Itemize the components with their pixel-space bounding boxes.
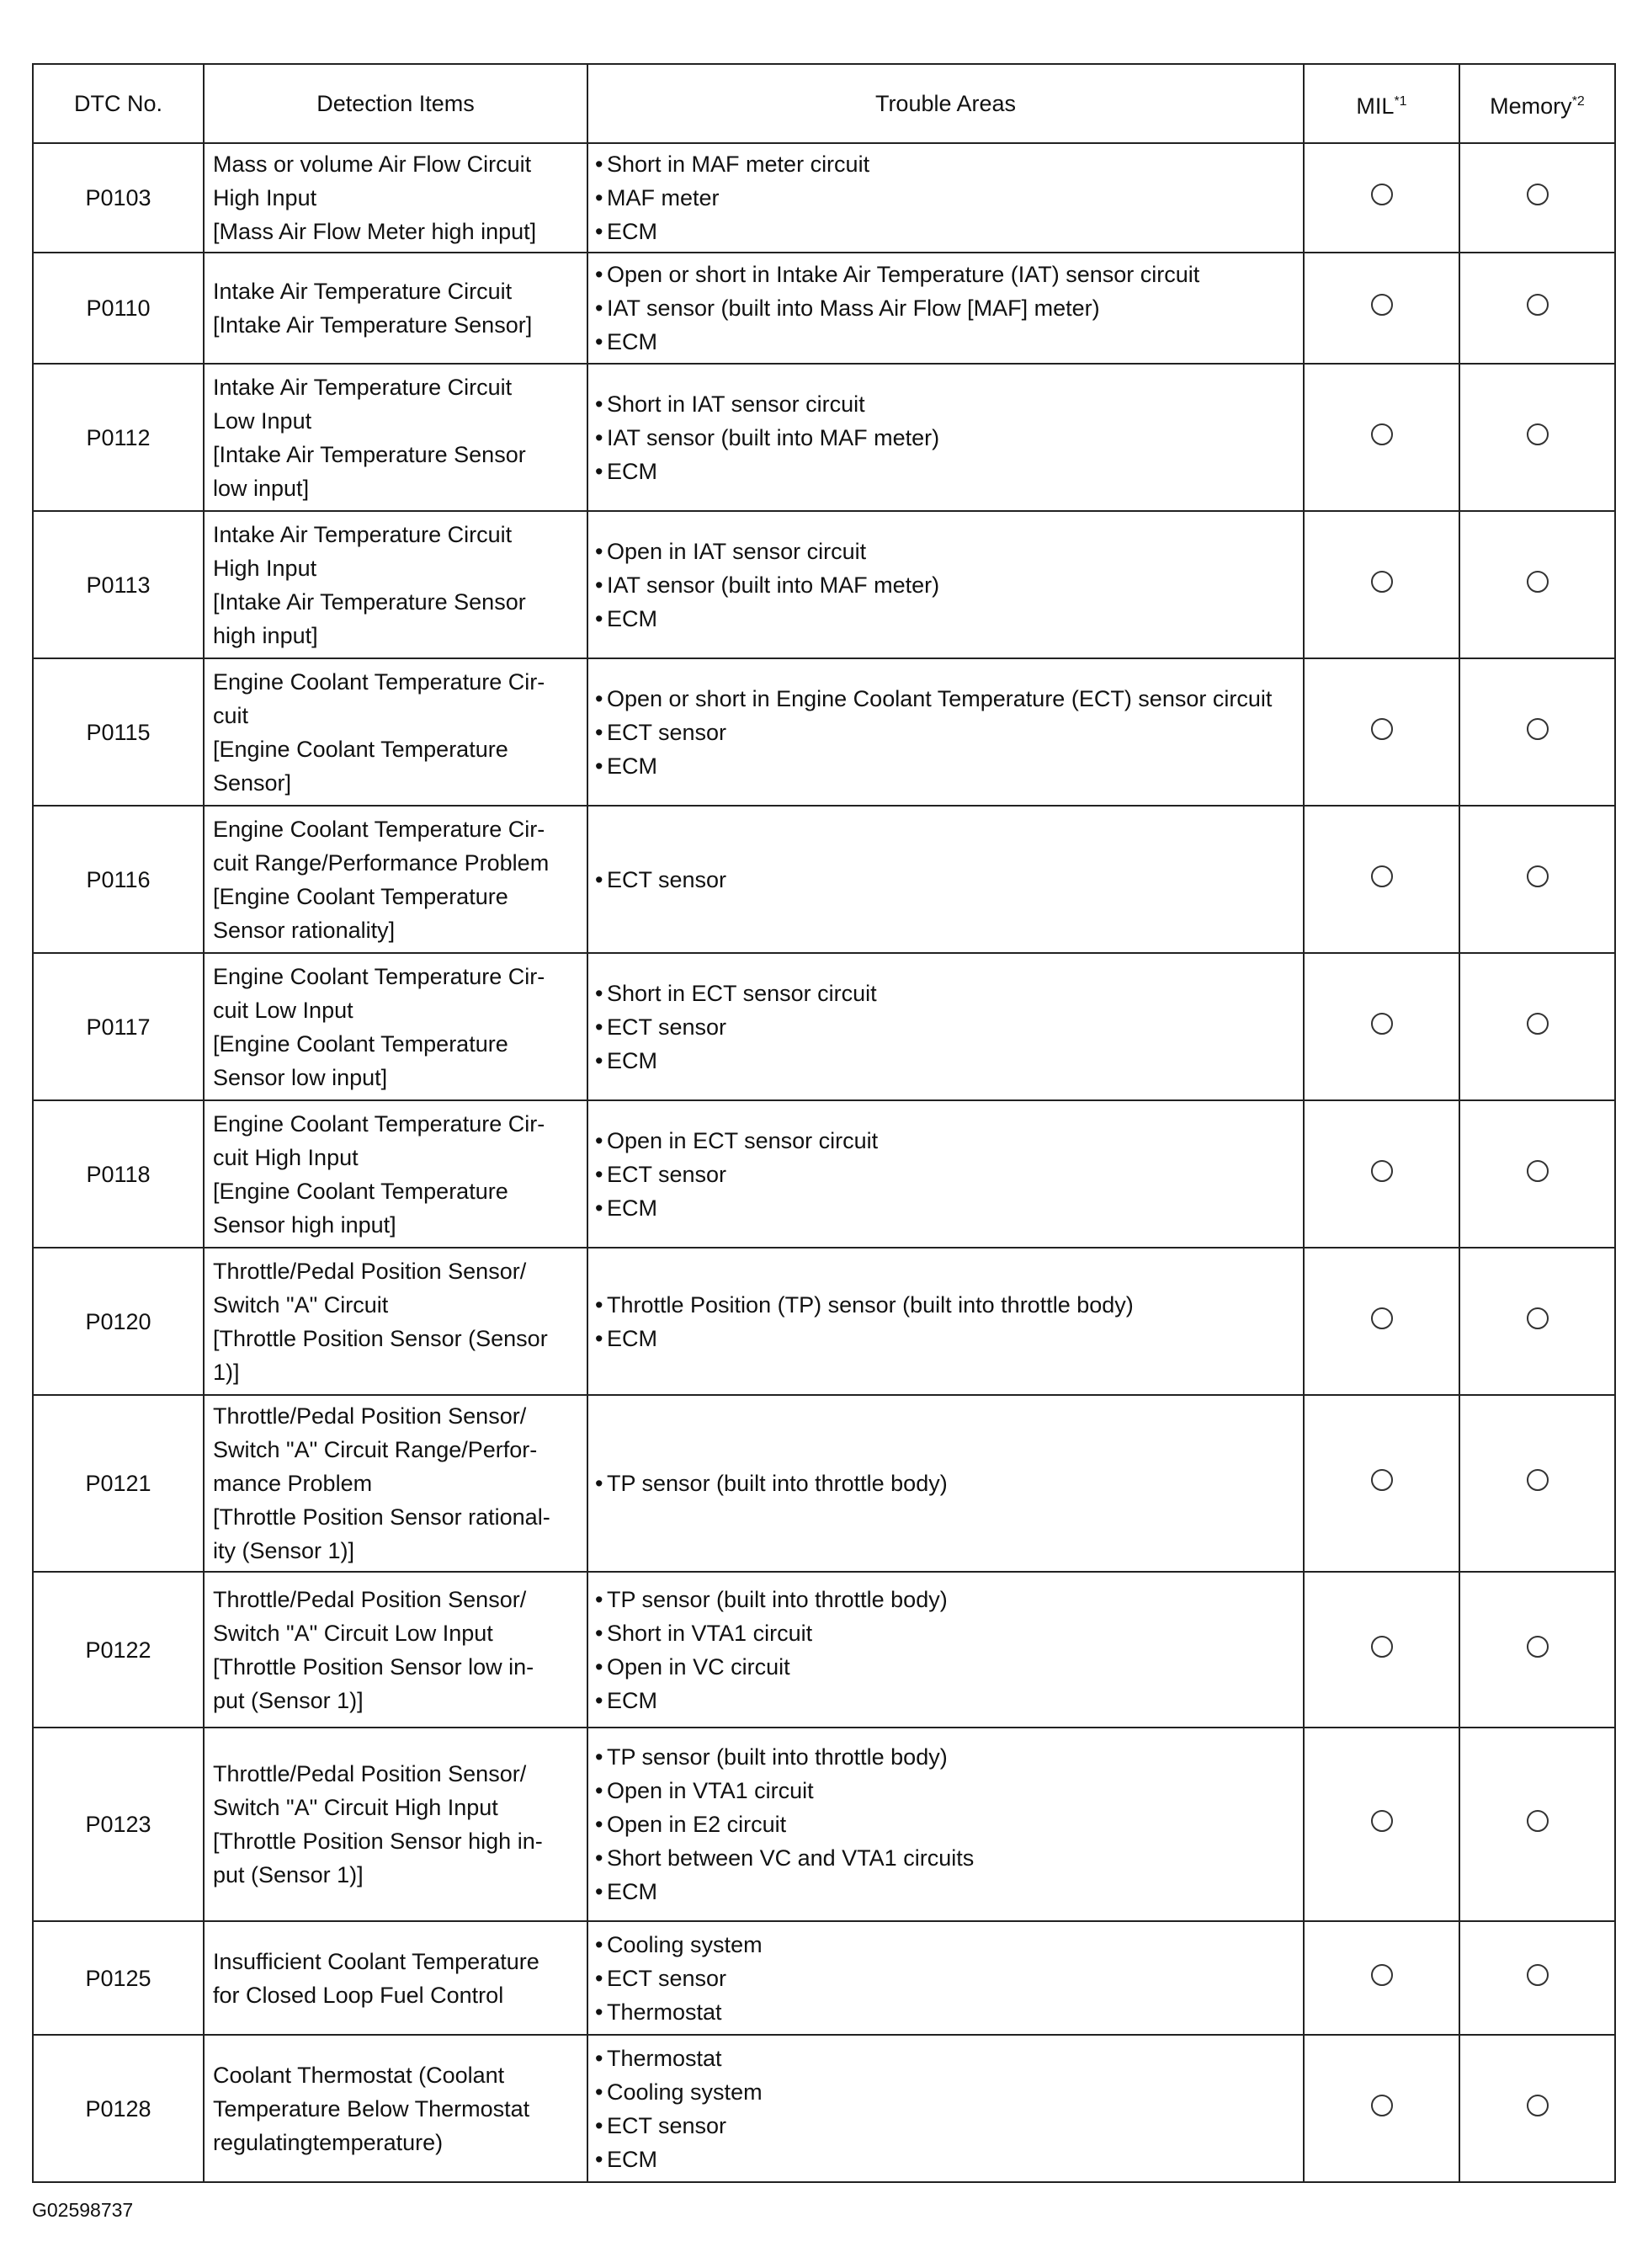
trouble-area-item	[595, 1044, 1298, 1078]
detection-line: Low Input	[213, 407, 312, 434]
detection-line: Intake Air Temperature Circuit	[213, 279, 513, 304]
trouble-area-text: Open in IAT sensor circuit	[607, 538, 867, 564]
bullet-icon: •	[595, 1965, 603, 1991]
detection-line: cuit	[213, 702, 249, 728]
trouble-area-item	[595, 325, 1298, 359]
mil-indicator	[1304, 806, 1459, 953]
trouble-area-item	[595, 1616, 1298, 1650]
trouble-area-item	[595, 535, 1298, 568]
memory-indicator	[1459, 1248, 1615, 1395]
trouble-area-item	[595, 716, 1298, 749]
circle-icon	[1527, 718, 1549, 740]
mil-indicator	[1304, 1728, 1459, 1921]
trouble-areas	[587, 1395, 1304, 1572]
trouble-area-item	[595, 977, 1298, 1010]
trouble-area-text: ECT sensor	[607, 1014, 727, 1040]
detection-line: Throttle/Pedal Position Sensor/	[213, 1258, 527, 1284]
bullet-icon: •	[595, 262, 603, 287]
circle-icon	[1527, 423, 1549, 445]
trouble-area-item	[595, 1650, 1298, 1684]
dtc-code: P0122	[33, 1572, 204, 1728]
trouble-area-item	[595, 455, 1298, 488]
bullet-icon: •	[595, 1687, 603, 1713]
dtc-code: P0116	[33, 806, 204, 953]
trouble-area-text: Thermostat	[607, 1999, 722, 2025]
detection-line: Sensor low input]	[213, 1064, 388, 1090]
detection-line: cuit High Input	[213, 1144, 359, 1170]
trouble-area-text: Cooling system	[607, 1931, 763, 1957]
table-row	[33, 253, 1615, 364]
dtc-code: P0120	[33, 1248, 204, 1395]
trouble-area-item	[595, 1288, 1298, 1322]
detection-line: Sensor]	[213, 769, 292, 796]
bullet-icon: •	[595, 1047, 603, 1073]
circle-icon	[1371, 184, 1393, 205]
trouble-area-item	[595, 863, 1298, 897]
header-row	[33, 64, 1615, 143]
bullet-icon: •	[595, 1778, 603, 1803]
detection-line: mance Problem	[213, 1471, 373, 1496]
bullet-icon: •	[595, 1291, 603, 1318]
table-row	[33, 1572, 1615, 1728]
trouble-area-item	[595, 2042, 1298, 2075]
trouble-areas	[587, 511, 1304, 658]
trouble-area-text: ECM	[607, 1047, 657, 1073]
circle-icon	[1527, 1013, 1549, 1035]
bullet-icon: •	[595, 572, 603, 598]
circle-icon	[1371, 2095, 1393, 2116]
circle-icon	[1527, 865, 1549, 887]
trouble-areas	[587, 806, 1304, 953]
mil-indicator	[1304, 2035, 1459, 2182]
bullet-icon: •	[595, 152, 603, 177]
trouble-area-item	[595, 1774, 1298, 1807]
bullet-icon: •	[595, 1812, 603, 1837]
figure-id: G02598737	[32, 2199, 134, 2221]
circle-icon	[1371, 423, 1393, 445]
memory-indicator	[1459, 1395, 1615, 1572]
dtc-table	[32, 63, 1616, 2183]
mil-indicator	[1304, 1395, 1459, 1572]
memory-indicator	[1459, 1921, 1615, 2035]
header-mil-footnote: *1	[1394, 93, 1407, 109]
trouble-area-item	[595, 147, 1298, 181]
circle-icon	[1371, 1964, 1393, 1986]
trouble-area-item	[595, 2109, 1298, 2143]
trouble-area-text: ECT sensor	[607, 2112, 727, 2138]
table-row	[33, 364, 1615, 511]
trouble-area-text: Open or short in Intake Air Temperature (IAT) sensor circuit	[607, 262, 1200, 287]
bullet-icon: •	[595, 538, 603, 564]
mil-indicator	[1304, 364, 1459, 511]
detection-line: Switch "A" Circuit Low Input	[213, 1620, 493, 1646]
trouble-areas	[587, 1572, 1304, 1728]
dtc-code: P0103	[33, 143, 204, 253]
detection-item	[204, 953, 587, 1100]
circle-icon	[1527, 294, 1549, 316]
bullet-icon: •	[595, 1195, 603, 1221]
trouble-area-text: ECM	[607, 753, 657, 779]
mil-indicator	[1304, 953, 1459, 1100]
detection-line: [Throttle Position Sensor (Sensor	[213, 1325, 548, 1351]
detection-line: [Engine Coolant Temperature	[213, 736, 508, 762]
trouble-area-item	[595, 2143, 1298, 2176]
trouble-area-text: ECM	[607, 458, 657, 484]
trouble-areas	[587, 253, 1304, 364]
trouble-area-item	[595, 1322, 1298, 1355]
memory-indicator	[1459, 253, 1615, 364]
bullet-icon: •	[595, 2079, 603, 2105]
detection-line: Insufficient Coolant Temperature	[213, 1948, 539, 1974]
trouble-area-item	[595, 1807, 1298, 1841]
detection-line: Switch "A" Circuit	[213, 1291, 389, 1318]
trouble-area-item	[595, 1010, 1298, 1044]
trouble-area-item	[595, 568, 1298, 602]
trouble-area-text: TP sensor (built into throttle body)	[607, 1586, 948, 1612]
header-memory-label: Memory	[1490, 93, 1572, 119]
trouble-area-text: ECM	[607, 2146, 657, 2172]
bullet-icon: •	[595, 219, 603, 244]
bullet-icon: •	[595, 329, 603, 354]
bullet-icon: •	[595, 980, 603, 1006]
memory-indicator	[1459, 143, 1615, 253]
trouble-area-item	[595, 215, 1298, 248]
bullet-icon: •	[595, 719, 603, 745]
bullet-icon: •	[595, 753, 603, 779]
bullet-icon: •	[595, 1471, 603, 1496]
detection-item	[204, 143, 587, 253]
trouble-area-text: Open in ECT sensor circuit	[607, 1127, 879, 1153]
trouble-area-text: MAF meter	[607, 185, 720, 210]
header-memory	[1459, 64, 1615, 143]
memory-indicator	[1459, 658, 1615, 806]
bullet-icon: •	[595, 1999, 603, 2025]
memory-indicator	[1459, 1100, 1615, 1248]
detection-line: for Closed Loop Fuel Control	[213, 1982, 504, 2008]
detection-line: Engine Coolant Temperature Cir-	[213, 816, 545, 842]
bullet-icon: •	[595, 1879, 603, 1904]
trouble-area-text: Throttle Position (TP) sensor (built into throttle body)	[607, 1291, 1134, 1318]
trouble-area-item	[595, 1191, 1298, 1225]
detection-item	[204, 1395, 587, 1572]
memory-indicator	[1459, 364, 1615, 511]
memory-indicator	[1459, 511, 1615, 658]
trouble-area-text: Open in E2 circuit	[607, 1812, 787, 1837]
detection-line: Intake Air Temperature Circuit	[213, 521, 513, 547]
detection-item	[204, 1572, 587, 1728]
circle-icon	[1527, 184, 1549, 205]
circle-icon	[1371, 1636, 1393, 1658]
header-memory-footnote: *2	[1571, 93, 1585, 109]
trouble-area-text: ECT sensor	[607, 866, 727, 892]
bullet-icon: •	[595, 295, 603, 321]
circle-icon	[1371, 718, 1393, 740]
detection-line: [Engine Coolant Temperature	[213, 1178, 508, 1204]
mil-indicator	[1304, 1100, 1459, 1248]
detection-line: Temperature Below Thermostat	[213, 2095, 530, 2122]
trouble-area-text: Short in IAT sensor circuit	[607, 391, 865, 417]
detection-line: [Throttle Position Sensor rational-	[213, 1504, 550, 1530]
circle-icon	[1371, 1307, 1393, 1329]
circle-icon	[1371, 865, 1393, 887]
detection-item	[204, 364, 587, 511]
circle-icon	[1527, 1469, 1549, 1491]
trouble-area-text: ECM	[607, 1687, 657, 1713]
bullet-icon: •	[595, 685, 603, 711]
dtc-code: P0128	[33, 2035, 204, 2182]
detection-line: put (Sensor 1)]	[213, 1687, 364, 1713]
bullet-icon: •	[595, 1931, 603, 1957]
trouble-area-item	[595, 1684, 1298, 1717]
detection-item	[204, 1921, 587, 2035]
bullet-icon: •	[595, 1744, 603, 1770]
trouble-area-item	[595, 2075, 1298, 2109]
trouble-areas	[587, 658, 1304, 806]
memory-indicator	[1459, 1728, 1615, 1921]
trouble-area-text: Open in VC circuit	[607, 1653, 790, 1680]
trouble-area-item	[595, 1158, 1298, 1191]
trouble-area-text: ECT sensor	[607, 1965, 727, 1991]
detection-line: [Throttle Position Sensor low in-	[213, 1653, 534, 1680]
table-row	[33, 1100, 1615, 1248]
detection-line: [Mass Air Flow Meter high input]	[213, 219, 537, 244]
bullet-icon: •	[595, 424, 603, 450]
dtc-code: P0125	[33, 1921, 204, 2035]
circle-icon	[1371, 571, 1393, 593]
dtc-code: P0117	[33, 953, 204, 1100]
dtc-code: P0112	[33, 364, 204, 511]
trouble-area-text: TP sensor (built into throttle body)	[607, 1471, 948, 1496]
trouble-area-item	[595, 1841, 1298, 1875]
detection-line: Switch "A" Circuit Range/Perfor-	[213, 1437, 538, 1462]
bullet-icon: •	[595, 1014, 603, 1040]
trouble-area-item	[595, 291, 1298, 325]
circle-icon	[1527, 1307, 1549, 1329]
bullet-icon: •	[595, 1653, 603, 1680]
circle-icon	[1371, 1160, 1393, 1182]
detection-line: Sensor high input]	[213, 1211, 396, 1238]
trouble-areas	[587, 953, 1304, 1100]
detection-item	[204, 2035, 587, 2182]
detection-line: High Input	[213, 555, 317, 581]
detection-line: Throttle/Pedal Position Sensor/	[213, 1403, 527, 1429]
detection-line: regulatingtemperature)	[213, 2129, 444, 2155]
bullet-icon: •	[595, 2146, 603, 2172]
trouble-area-text: Cooling system	[607, 2079, 763, 2105]
bullet-icon: •	[595, 605, 603, 631]
detection-line: cuit Range/Performance Problem	[213, 849, 550, 876]
bullet-icon: •	[595, 1127, 603, 1153]
detection-item	[204, 511, 587, 658]
detection-line: Mass or volume Air Flow Circuit	[213, 152, 532, 177]
header-trouble-areas: Trouble Areas	[587, 64, 1304, 143]
detection-line: Intake Air Temperature Circuit	[213, 374, 513, 400]
mil-indicator	[1304, 511, 1459, 658]
trouble-area-text: Short in MAF meter circuit	[607, 152, 870, 177]
trouble-area-text: IAT sensor (built into MAF meter)	[607, 424, 940, 450]
trouble-area-item	[595, 258, 1298, 291]
bullet-icon: •	[595, 2112, 603, 2138]
trouble-areas	[587, 1921, 1304, 2035]
circle-icon	[1371, 1469, 1393, 1491]
detection-line: [Engine Coolant Temperature	[213, 1030, 508, 1057]
trouble-area-item	[595, 1124, 1298, 1158]
detection-line: Sensor rationality]	[213, 917, 396, 943]
trouble-area-item	[595, 1962, 1298, 1995]
trouble-area-text: ECM	[607, 1879, 657, 1904]
trouble-area-item	[595, 1583, 1298, 1616]
detection-line: cuit Low Input	[213, 997, 353, 1023]
detection-line: Coolant Thermostat (Coolant	[213, 2062, 505, 2088]
trouble-area-item	[595, 387, 1298, 421]
trouble-area-text: IAT sensor (built into MAF meter)	[607, 572, 940, 598]
table-row	[33, 1921, 1615, 2035]
trouble-area-text: Short in VTA1 circuit	[607, 1620, 813, 1646]
trouble-area-item	[595, 1928, 1298, 1962]
bullet-icon: •	[595, 2045, 603, 2071]
trouble-area-text: IAT sensor (built into Mass Air Flow [MAF] meter)	[607, 295, 1100, 321]
trouble-area-item	[595, 682, 1298, 716]
trouble-area-item	[595, 1467, 1298, 1500]
detection-line: [Throttle Position Sensor high in-	[213, 1829, 543, 1854]
trouble-area-text: ECM	[607, 219, 657, 244]
bullet-icon: •	[595, 391, 603, 417]
detection-item	[204, 1248, 587, 1395]
memory-indicator	[1459, 1572, 1615, 1728]
trouble-area-text: ECT sensor	[607, 1161, 727, 1187]
trouble-area-text: ECM	[607, 605, 657, 631]
mil-indicator	[1304, 1921, 1459, 2035]
trouble-areas	[587, 1248, 1304, 1395]
header-mil	[1304, 64, 1459, 143]
trouble-area-text: ECM	[607, 329, 657, 354]
detection-item	[204, 658, 587, 806]
dtc-code: P0113	[33, 511, 204, 658]
detection-line: Throttle/Pedal Position Sensor/	[213, 1761, 527, 1786]
bullet-icon: •	[595, 1161, 603, 1187]
detection-line: [Engine Coolant Temperature	[213, 883, 508, 909]
mil-indicator	[1304, 143, 1459, 253]
trouble-area-item	[595, 421, 1298, 455]
trouble-areas	[587, 1100, 1304, 1248]
table-row	[33, 511, 1615, 658]
detection-line: Switch "A" Circuit High Input	[213, 1795, 498, 1820]
trouble-area-item	[595, 1875, 1298, 1909]
dtc-code: P0123	[33, 1728, 204, 1921]
detection-line: low input]	[213, 475, 310, 501]
circle-icon	[1527, 1636, 1549, 1658]
circle-icon	[1371, 1810, 1393, 1832]
detection-line: 1)]	[213, 1359, 240, 1385]
detection-line: put (Sensor 1)]	[213, 1862, 364, 1887]
trouble-area-item	[595, 602, 1298, 636]
memory-indicator	[1459, 953, 1615, 1100]
bullet-icon: •	[595, 1586, 603, 1612]
header-dtc-no: DTC No.	[33, 64, 204, 143]
trouble-area-item	[595, 749, 1298, 783]
mil-indicator	[1304, 1572, 1459, 1728]
table-row	[33, 1728, 1615, 1921]
detection-line: High Input	[213, 185, 317, 210]
circle-icon	[1527, 1160, 1549, 1182]
bullet-icon: •	[595, 1845, 603, 1871]
trouble-area-item	[595, 1995, 1298, 2029]
trouble-areas	[587, 143, 1304, 253]
detection-line: Throttle/Pedal Position Sensor/	[213, 1586, 527, 1612]
detection-item	[204, 253, 587, 364]
trouble-area-text: ECM	[607, 1325, 657, 1351]
detection-line: [Intake Air Temperature Sensor]	[213, 312, 533, 338]
detection-item	[204, 806, 587, 953]
detection-line: [Intake Air Temperature Sensor	[213, 441, 526, 467]
trouble-area-item	[595, 181, 1298, 215]
bullet-icon: •	[595, 1620, 603, 1646]
header-mil-label: MIL	[1356, 93, 1395, 119]
mil-indicator	[1304, 253, 1459, 364]
detection-line: ity (Sensor 1)]	[213, 1538, 355, 1563]
bullet-icon: •	[595, 185, 603, 210]
detection-line: Engine Coolant Temperature Cir-	[213, 1110, 545, 1137]
mil-indicator	[1304, 658, 1459, 806]
trouble-area-text: ECM	[607, 1195, 657, 1221]
bullet-icon: •	[595, 1325, 603, 1351]
trouble-area-item	[595, 1740, 1298, 1774]
dtc-table-body	[33, 143, 1615, 2182]
dtc-code: P0121	[33, 1395, 204, 1572]
bullet-icon: •	[595, 458, 603, 484]
trouble-areas	[587, 2035, 1304, 2182]
trouble-area-text: Short between VC and VTA1 circuits	[607, 1845, 975, 1871]
trouble-areas	[587, 1728, 1304, 1921]
mil-indicator	[1304, 1248, 1459, 1395]
table-row	[33, 143, 1615, 253]
circle-icon	[1527, 2095, 1549, 2116]
table-row	[33, 953, 1615, 1100]
circle-icon	[1371, 1013, 1393, 1035]
table-row	[33, 1248, 1615, 1395]
trouble-area-text: Short in ECT sensor circuit	[607, 980, 877, 1006]
trouble-areas	[587, 364, 1304, 511]
detection-line: high input]	[213, 622, 318, 648]
circle-icon	[1527, 1810, 1549, 1832]
trouble-area-text: Thermostat	[607, 2045, 722, 2071]
detection-item	[204, 1100, 587, 1248]
header-detection-items: Detection Items	[204, 64, 587, 143]
circle-icon	[1527, 571, 1549, 593]
dtc-code: P0110	[33, 253, 204, 364]
table-row	[33, 806, 1615, 953]
detection-line: Engine Coolant Temperature Cir-	[213, 668, 545, 695]
trouble-area-text: TP sensor (built into throttle body)	[607, 1744, 948, 1770]
bullet-icon: •	[595, 866, 603, 892]
memory-indicator	[1459, 2035, 1615, 2182]
circle-icon	[1371, 294, 1393, 316]
circle-icon	[1527, 1964, 1549, 1986]
trouble-area-text: ECT sensor	[607, 719, 727, 745]
detection-line: Engine Coolant Temperature Cir-	[213, 963, 545, 989]
table-row	[33, 2035, 1615, 2182]
dtc-code: P0115	[33, 658, 204, 806]
detection-line: [Intake Air Temperature Sensor	[213, 588, 526, 615]
trouble-area-text: Open or short in Engine Coolant Temperature (ECT) sensor circuit	[607, 685, 1273, 711]
memory-indicator	[1459, 806, 1615, 953]
detection-item	[204, 1728, 587, 1921]
table-row	[33, 1395, 1615, 1572]
table-row	[33, 658, 1615, 806]
trouble-area-text: Open in VTA1 circuit	[607, 1778, 814, 1803]
dtc-code: P0118	[33, 1100, 204, 1248]
